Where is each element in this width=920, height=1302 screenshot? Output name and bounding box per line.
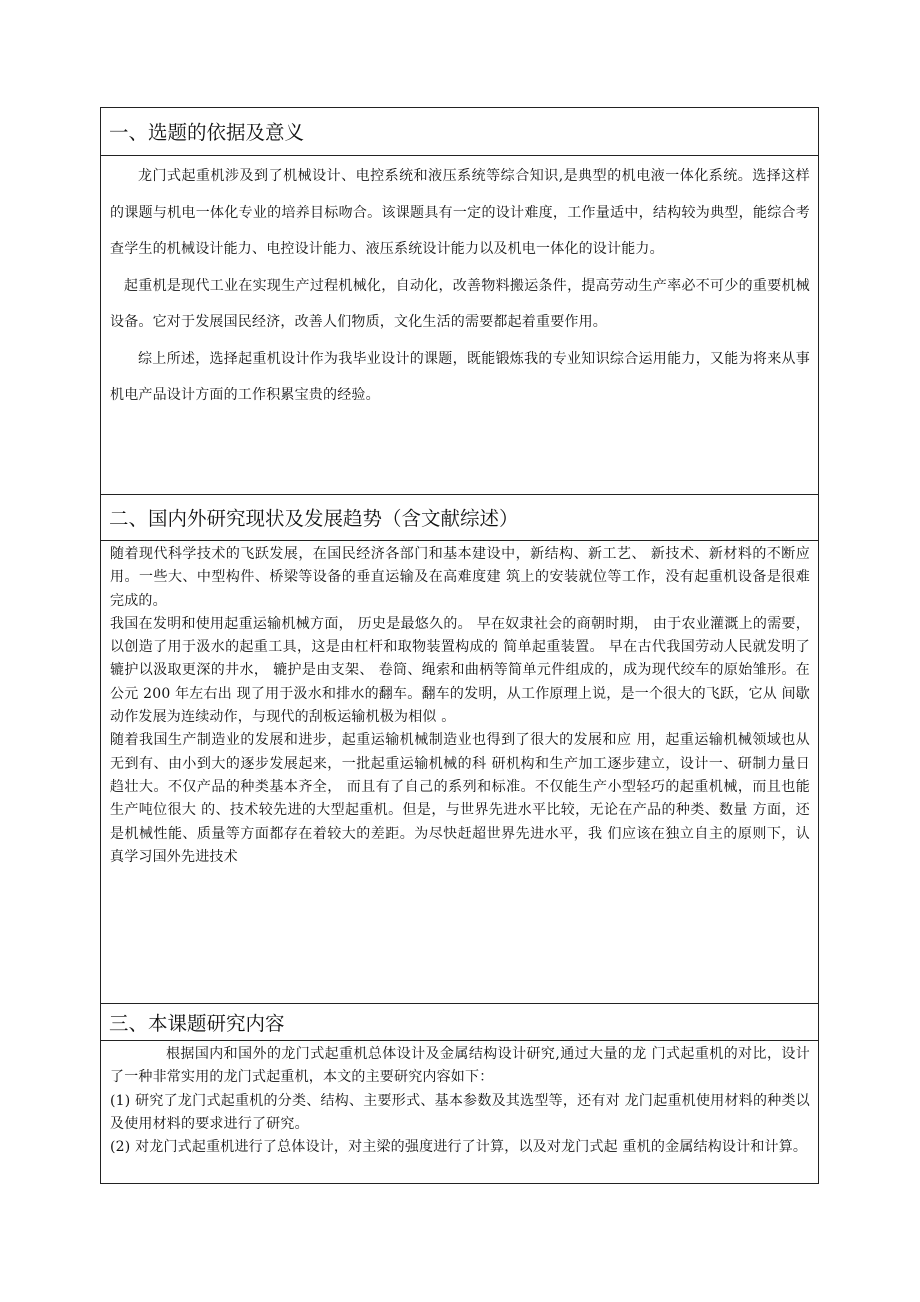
paragraph: (1) 研究了龙门式起重机的分类、结构、主要形式、基本参数及其选型等，还有对 龙门起重机使用材料的种类以及使用材料的要求进行了研究。 [110,1092,810,1132]
section-research-status [101,495,818,1003]
paragraph: 根据国内和国外的龙门式起重机总体设计及金属结构设计研究,通过大量的龙 门式起重机的对比，设计了一种非常实用的龙门式起重机，本文的主要研究内容如下： [110,1046,810,1086]
paragraph: 我国在发明和使用起重运输机械方面， 历史是最悠久的。 早在奴隶社会的商朝时期， 由于农业灌溉上的需要，以创造了用于汲水的起重工具，这是由杠杆和取物装置构成的 简单起重装置。 早在古代我国劳动人民就发明了辘护以汲取更深的井水， 辘护是由支架、 卷筒、绳索和曲柄等简单元件组成的，成为现代绞车的原始雏形。在公元 200 年左右出 现了用于汲水和排水的翻车。翻车的发明，从工作原理上说，是一个很大的飞跃，它从 间歇动作发展为连续动作，与现代的刮板运输机极为相似 。 [110,615,810,726]
section-rationale-body [101,158,818,414]
section-research-content-title: 三、本课题研究内容 [101,1004,818,1041]
section-rationale [101,108,818,494]
paragraph: 随着我国生产制造业的发展和进步，起重运输机械制造业也得到了很大的发展和应 用，起重运输机械领域也从无到有、由小到大的逐步发展起来，一批起重运输机械的科 研机构和生产加工逐步建立，设计一、研制力量日趋壮大。不仅产品的种类基本齐全， 而且有了自己的系列和标准。不仅能生产小型轻巧的起重机械，而且也能生产吨位很大 的、技术较先进的大型起重机。但是，与世界先进水平比较，无论在产品的种类、数量 方面，还是机械性能、质量等方面都存在着较大的差距。为尽快赶超世界先进水平，我 们应该在独立自主的原则下，认真学习国外先进技术 [110,732,810,865]
section-research-content [101,1004,818,1184]
section-research-status-body [101,543,818,869]
paragraph: 随着现代科学技术的飞跃发展，在国民经济各部门和基本建设中，新结构、新工艺、 新技术、新材料的不断应用。一些大、中型构件、桥梁等设备的垂直运输及在高难度建 筑上的安装就位等工作，没有起重机设备是很难完成的。 [110,546,810,609]
paragraph: 综上所述，选择起重机设计作为我毕业设计的课题，既能锻炼我的专业知识综合运用能力，又能为将来从事机电产品设计方面的工作积累宝贵的经验。 [110,350,810,403]
paragraph: (2) 对龙门式起重机进行了总体设计，对主梁的强度进行了计算，以及对龙门式起 重机的金属结构设计和计算。 [110,1139,808,1156]
section-rationale-title: 一、选题的依据及意义 [101,108,818,156]
paragraph: 龙门式起重机涉及到了机械设计、电控系统和液压系统等综合知识,是典型的机电液一体化系统。选择这样的课题与机电一体化专业的培养目标吻合。该课题具有一定的设计难度，工作量适中，结构较为典型，能综合考查学生的机械设计能力、电控设计能力、液压系统设计能力以及机电一体化的设计能力。 [110,168,810,257]
paragraph: 起重机是现代工业在实现生产过程机械化，自动化，改善物料搬运条件，提高劳动生产率必不可少的重要机械设备。它对于发展国民经济，改善人们物质，文化生活的需要都起着重要作用。 [110,277,810,330]
proposal-table [100,107,819,1184]
section-research-content-body [101,1043,818,1159]
section-research-status-title: 二、国内外研究现状及发展趋势（含文献综述） [101,495,818,541]
